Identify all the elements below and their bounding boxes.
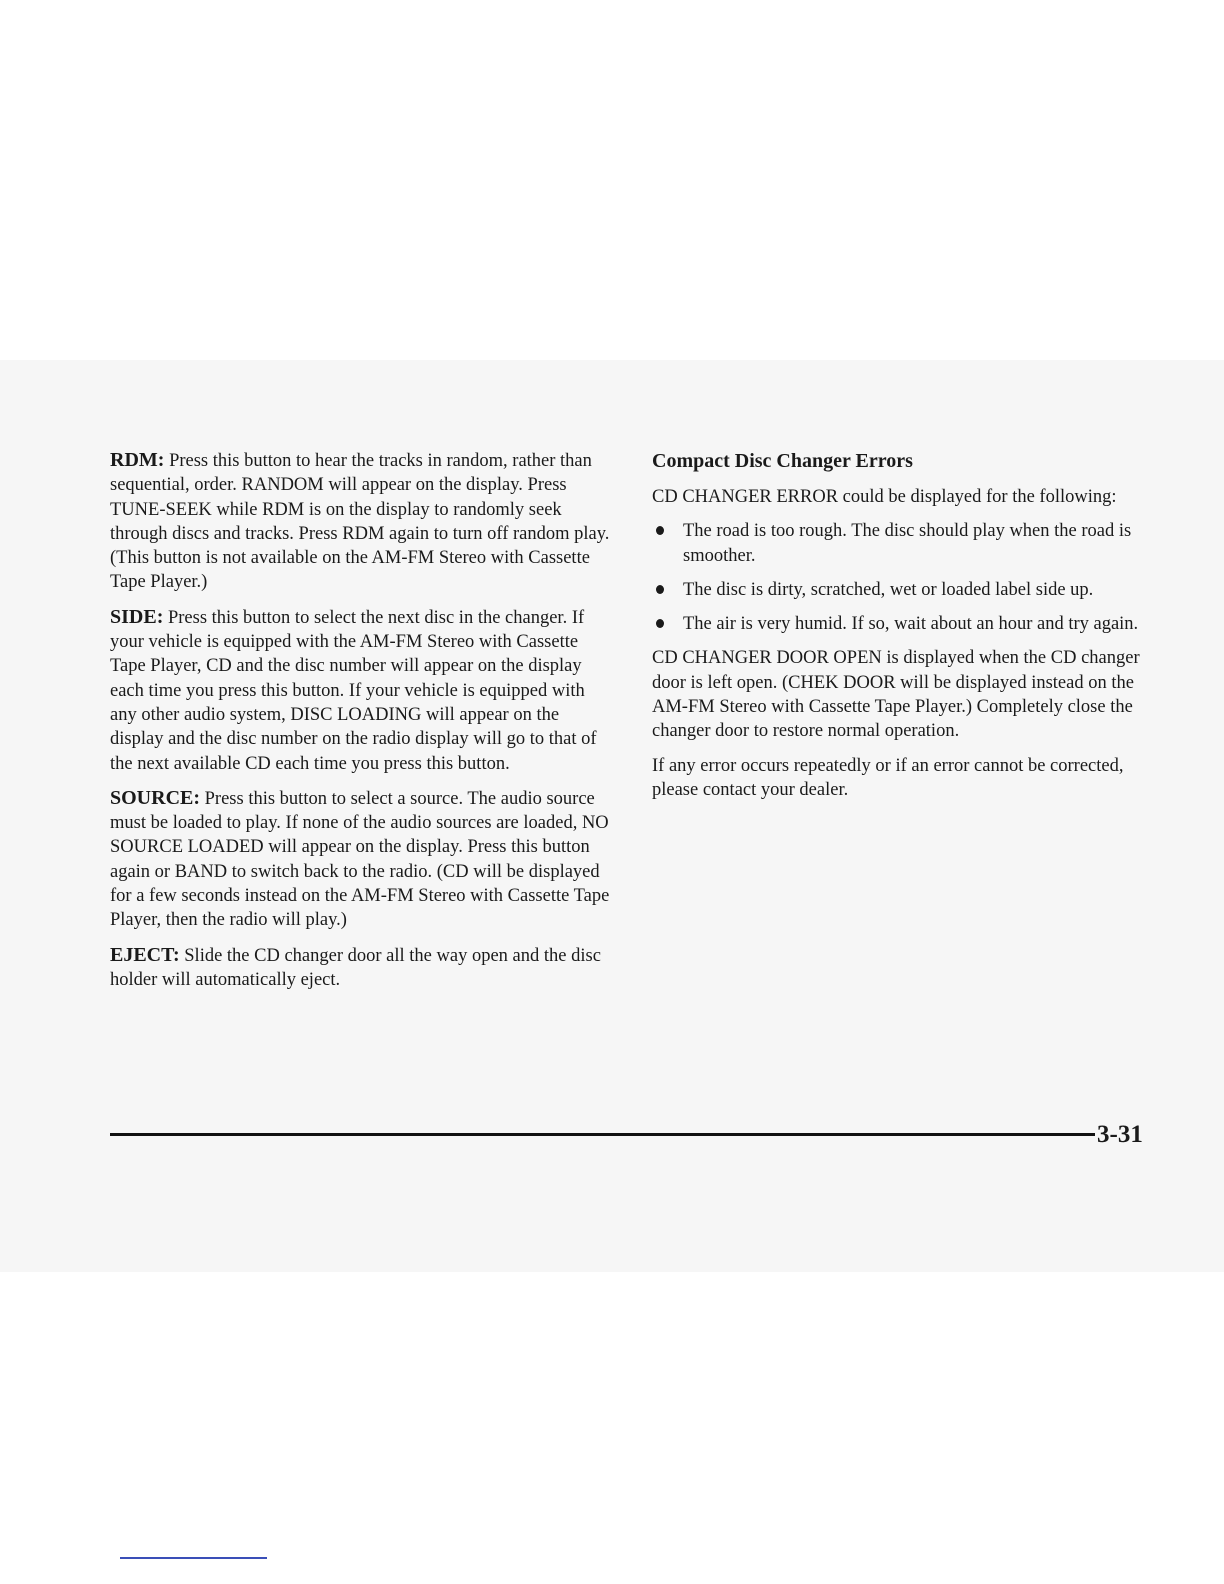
eject-term: EJECT:	[110, 943, 180, 966]
rdm-paragraph	[110, 448, 615, 595]
section-heading: Compact Disc Changer Errors	[652, 450, 913, 472]
source-term: SOURCE:	[110, 786, 201, 809]
error-cause-list	[652, 519, 1157, 636]
rdm-term: RDM:	[110, 449, 165, 471]
list-item	[652, 612, 1157, 636]
side-text: Press this button to select the next disc in the changer. If your vehicle is equipped with the AM-FM Stereo with Cassette Tape Player, CD and the disc number will appear on the display each time you press this button. If your vehicle is equipped with any other audio system, DISC LOADING will appear on the display and the disc number on the radio display will go to that of the next available CD each time you press this button.	[110, 607, 597, 774]
right-column	[652, 448, 1157, 812]
bottom-link-mark	[120, 1557, 267, 1559]
bullet-icon	[656, 526, 664, 535]
left-column	[110, 448, 615, 1002]
side-term: SIDE:	[110, 605, 164, 628]
list-item-text: The air is very humid. If so, wait about an hour and try again.	[683, 614, 1139, 635]
bullet-icon	[656, 619, 664, 628]
footer-rule	[110, 1133, 1095, 1136]
source-paragraph	[110, 786, 615, 933]
error-intro: CD CHANGER ERROR could be displayed for the following:	[652, 487, 1117, 507]
door-open-paragraph: CD CHANGER DOOR OPEN is displayed when the CD changer door is left open. (CHEK DOOR will be displayed instead on the AM-FM Stereo with Cassette Tape Player.) Completely close the changer door to restore normal operation.	[652, 648, 1140, 742]
page-number: 3-31	[1097, 1121, 1143, 1148]
list-item-text: The disc is dirty, scratched, wet or loaded label side up.	[683, 579, 1094, 600]
bullet-icon	[656, 585, 664, 594]
side-paragraph	[110, 605, 615, 776]
source-text: Press this button to select a source. The audio source must be loaded to play. If none of the audio sources are loaded, NO SOURCE LOADED will appear on the display. Press this button again or BAND to switch back to the radio. (CD will be displayed for a few seconds instead on the AM-FM Stereo with Cassette Tape Player, then the radio will play.)	[110, 788, 610, 931]
list-item	[652, 519, 1157, 568]
eject-paragraph	[110, 943, 615, 993]
rdm-text: Press this button to hear the tracks in random, rather than sequential, order. RANDOM will appear on the display. Press TUNE-SEEK while RDM is on the display to randomly seek through discs and tracks. Press RDM again to turn off random play. (This button is not available on the AM-FM Stereo with Cassette Tape Player.)	[110, 451, 610, 593]
eject-text: Slide the CD changer door all the way open and the disc holder will automatically eject.	[110, 945, 601, 990]
repeat-error-paragraph: If any error occurs repeatedly or if an error cannot be corrected, please contact your dealer.	[652, 755, 1124, 800]
list-item	[652, 578, 1157, 602]
list-item-text: The road is too rough. The disc should play when the road is smoother.	[683, 521, 1132, 566]
